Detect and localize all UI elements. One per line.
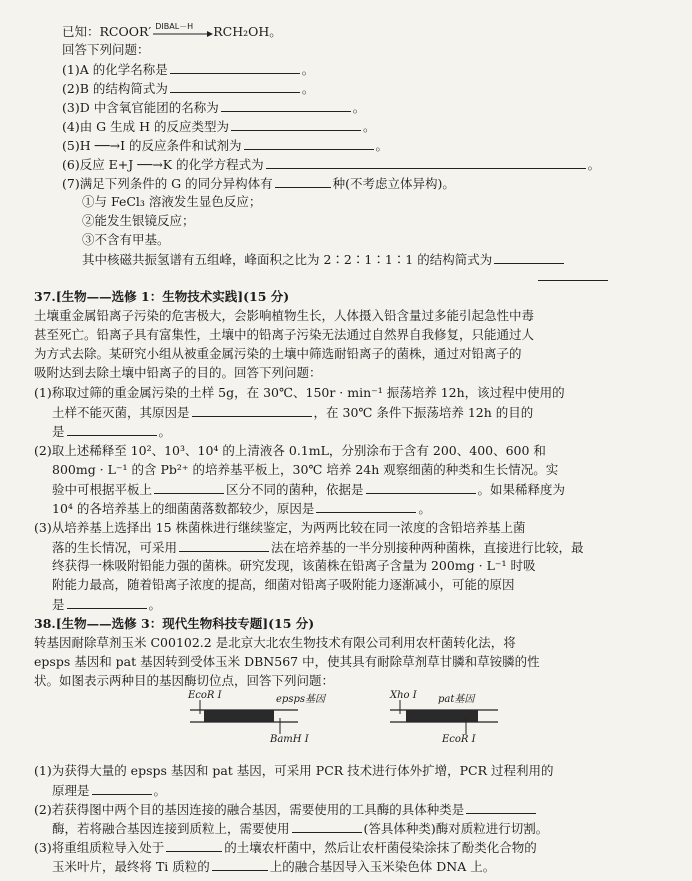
q36-item-4 (62, 118, 376, 135)
q38-intro-2: epsps 基因和 pat 基因转到受体玉米 DBN567 中，使其具有耐除草剂草甘膦和草铵膦的性 (34, 654, 540, 669)
nmr-blank-cont (536, 268, 610, 285)
answer-blank[interactable] (231, 118, 361, 131)
text: 酶，若将融合基因连接到质粒上，需要使用 (52, 821, 290, 836)
q38-p1-a: (1)为获得大量的 epsps 基因和 pat 基因，可采用 PCR 技术进行体外扩增，PCR 过程利用的 (34, 763, 554, 778)
nmr-text: 其中核磁共振氢谱有五组峰，峰面积之比为 2∶2∶1∶1∶1 的结构简式为 (82, 252, 493, 267)
answer-blank[interactable] (92, 782, 152, 795)
gene-diagram-graphic (180, 690, 560, 740)
answer-blank[interactable] (170, 80, 300, 93)
q36-item-1 (62, 61, 314, 78)
text: (3)将重组质粒导入处于 (34, 840, 165, 855)
answer-blank[interactable] (179, 539, 269, 552)
q37-p2-c (52, 481, 565, 498)
condition-3: ③不含有甲基。 (82, 232, 170, 247)
q37-p2-a: (2)取上述稀释至 10²、10³、10⁴ 的上清液各 0.1mL，分别涂布于含有 200、400、600 和 (34, 443, 546, 458)
q37-p3-b (52, 539, 584, 556)
q36-item-6 (62, 156, 600, 173)
item-text: (7)满足下列条件的 G 的同分异构体有 (62, 176, 273, 191)
right-site-top: Xho Ⅰ (390, 690, 417, 701)
text: 法在培养基的一半分别接种两种菌株，直接进行比较，最 (271, 540, 584, 555)
text: 上的融合基因导入玉米染色体 DNA 上。 (269, 859, 496, 874)
q37-intro-4: 吸附达到去除土壤中铅离子的目的。回答下列问题： (34, 365, 322, 380)
reagent-label: DIBAL－H (155, 21, 194, 31)
answer-blank[interactable] (221, 99, 351, 112)
answer-blank[interactable] (212, 858, 268, 871)
item-tail: 。 (363, 119, 376, 134)
q37-p1-c: 是 。 (52, 424, 172, 439)
item-tail: 。 (375, 138, 389, 153)
q37-p1-a: (1)称取过筛的重金属污染的土样 5g，在 30℃、150r · min⁻¹ 振荡培养 12h，该过程中使用的 (34, 385, 565, 400)
condition-2: ②能发生银镜反应； (82, 213, 195, 228)
q38-p2-b (52, 820, 548, 837)
q37-p1-b (52, 404, 533, 421)
answer-blank[interactable] (266, 156, 586, 169)
item-text: (1)A 的化学名称是 (62, 62, 168, 77)
answer-blank[interactable] (170, 61, 300, 74)
answer-blank[interactable] (154, 481, 224, 494)
q37-header: 37.[生物——选修 1：生物技术实践](15 分) (34, 289, 290, 304)
item-text: (5)H ──→I 的反应条件和试剂为 (62, 138, 242, 153)
text: 是 (52, 597, 65, 612)
answer-blank[interactable] (166, 839, 222, 852)
item-tail: 。 (587, 157, 601, 172)
reaction-arrow (151, 21, 213, 41)
text: 土样不能灭菌，其原因是 (52, 405, 190, 420)
answer-prompt: 回答下列问题： (62, 42, 150, 57)
q36-item-5 (62, 137, 388, 154)
q38-header: 38.[生物——选修 3：现代生物科技专题](15 分) (34, 616, 315, 631)
item-tail: 。 (352, 100, 366, 115)
q36-item-2 (62, 80, 314, 97)
q37-intro-2: 甚至死亡。铅离子具有富集性，土壤中的铅离子污染无法通过自然界自我修复，只能通过人 (34, 327, 535, 342)
answer-blank[interactable] (366, 481, 476, 494)
answer-blank[interactable] (538, 268, 608, 281)
q38-intro-3: 状。如图表示两种目的基因酶切位点，回答下列问题： (34, 673, 335, 688)
known-product: RCH₂OH。 (213, 24, 282, 39)
q38-p2-a (34, 801, 538, 818)
known-reaction (62, 21, 282, 41)
text: 10⁴ 的各培养基上的细菌菌落数都较少，原因是 (52, 501, 315, 516)
q37-intro-1: 土壤重金属铅离子污染的危害极大，会影响植物生长，人体摄入铅含量过多能引起急性中毒 (34, 308, 535, 323)
text: 落的生长情况，可采用 (52, 540, 178, 555)
q38-p1-b: 原理是 。 (52, 783, 167, 798)
left-site-top: EcoR Ⅰ (188, 690, 222, 701)
right-site-bottom: EcoR Ⅰ (442, 734, 476, 745)
q37-p3-d: 附能力最高，随着铅离子浓度的提高，细菌对铅离子吸附能力逐渐减小，可能的原因 (52, 577, 515, 592)
answer-blank[interactable] (292, 820, 362, 833)
item-tail: 种(不考虑立体异构)。 (332, 176, 455, 191)
answer-blank[interactable] (67, 423, 157, 436)
q38-p3-a (34, 839, 537, 856)
answer-blank[interactable] (192, 404, 312, 417)
text: 是 (52, 424, 65, 439)
answer-blank[interactable] (275, 175, 331, 188)
item-text: (6)反应 E+J ──→K 的化学方程式为 (62, 157, 264, 172)
answer-blank[interactable] (494, 251, 564, 264)
q37-p2-d: 10⁴ 的各培养基上的细菌菌落数都较少，原因是 。 (52, 501, 431, 516)
text: (2)若获得图中两个目的基因连接的融合基因，需要使用的工具酶的具体种类是 (34, 802, 465, 817)
q37-p3-c: 终获得一株吸附铅能力强的菌株。研究发现，该菌株在铅离子含量为 200mg · L⁻¹ 时吸 (52, 558, 536, 573)
q37-p2-b: 800mg · L⁻¹ 的含 Pb²⁺ 的培养基平板上，30℃ 培养 24h 观察细菌的种类和生长情况。实 (52, 462, 559, 477)
text: 原理是 (52, 783, 90, 798)
text: ，在 30℃ 条件下振荡培养 12h 的目的 (313, 405, 534, 420)
answer-blank[interactable] (244, 137, 374, 150)
item-text: (4)由 G 生成 H 的反应类型为 (62, 119, 229, 134)
right-gene-label: pat基因 (438, 694, 475, 705)
text: 。如果稀释度为 (477, 482, 566, 497)
q38-p3-b (52, 858, 495, 875)
gene-diagram (180, 690, 560, 760)
q37-p3-e: 是 。 (52, 597, 162, 612)
text: 玉米叶片，最终将 Ti 质粒的 (52, 859, 210, 874)
q36-item-7 (62, 175, 455, 192)
answer-blank[interactable] (316, 500, 416, 513)
known-prefix: 已知：RCOOR′ (62, 24, 152, 39)
text: 的土壤农杆菌中，然后让农杆菌侵染涂抹了酚类化合物的 (224, 840, 537, 855)
text: 区分不同的菌种，依据是 (226, 482, 364, 497)
q38-intro-1: 转基因耐除草剂玉米 C00102.2 是北京大北农生物技术有限公司利用农杆菌转化法，将 (34, 635, 516, 650)
arrow-icon (151, 31, 213, 37)
item-text: (2)B 的结构简式为 (62, 81, 168, 96)
nmr-question (82, 251, 566, 268)
condition-1: ①与 FeCl₃ 溶液发生显色反应； (82, 194, 262, 209)
q37-p3-a: (3)从培养基上选择出 15 株菌株进行继续鉴定，为两两比较在同一浓度的含铅培养基上菌 (34, 520, 526, 535)
answer-blank[interactable] (466, 801, 536, 814)
left-gene-label: epsps基因 (276, 694, 325, 705)
left-site-bottom: BamH Ⅰ (270, 734, 309, 745)
q37-intro-3: 为方式去除。某研究小组从被重金属污染的土壤中筛选耐铅离子的菌株，通过对铅离子的 (34, 346, 522, 361)
text: 验中可根据平板上 (52, 482, 153, 497)
answer-blank[interactable] (67, 596, 147, 609)
item-tail: 。 (301, 81, 315, 96)
q36-item-3 (62, 99, 365, 116)
item-tail: 。 (301, 62, 315, 77)
text: (答具体种类)酶对质粒进行切割。 (363, 821, 549, 836)
item-text: (3)D 中含氧官能团的名称为 (62, 100, 219, 115)
